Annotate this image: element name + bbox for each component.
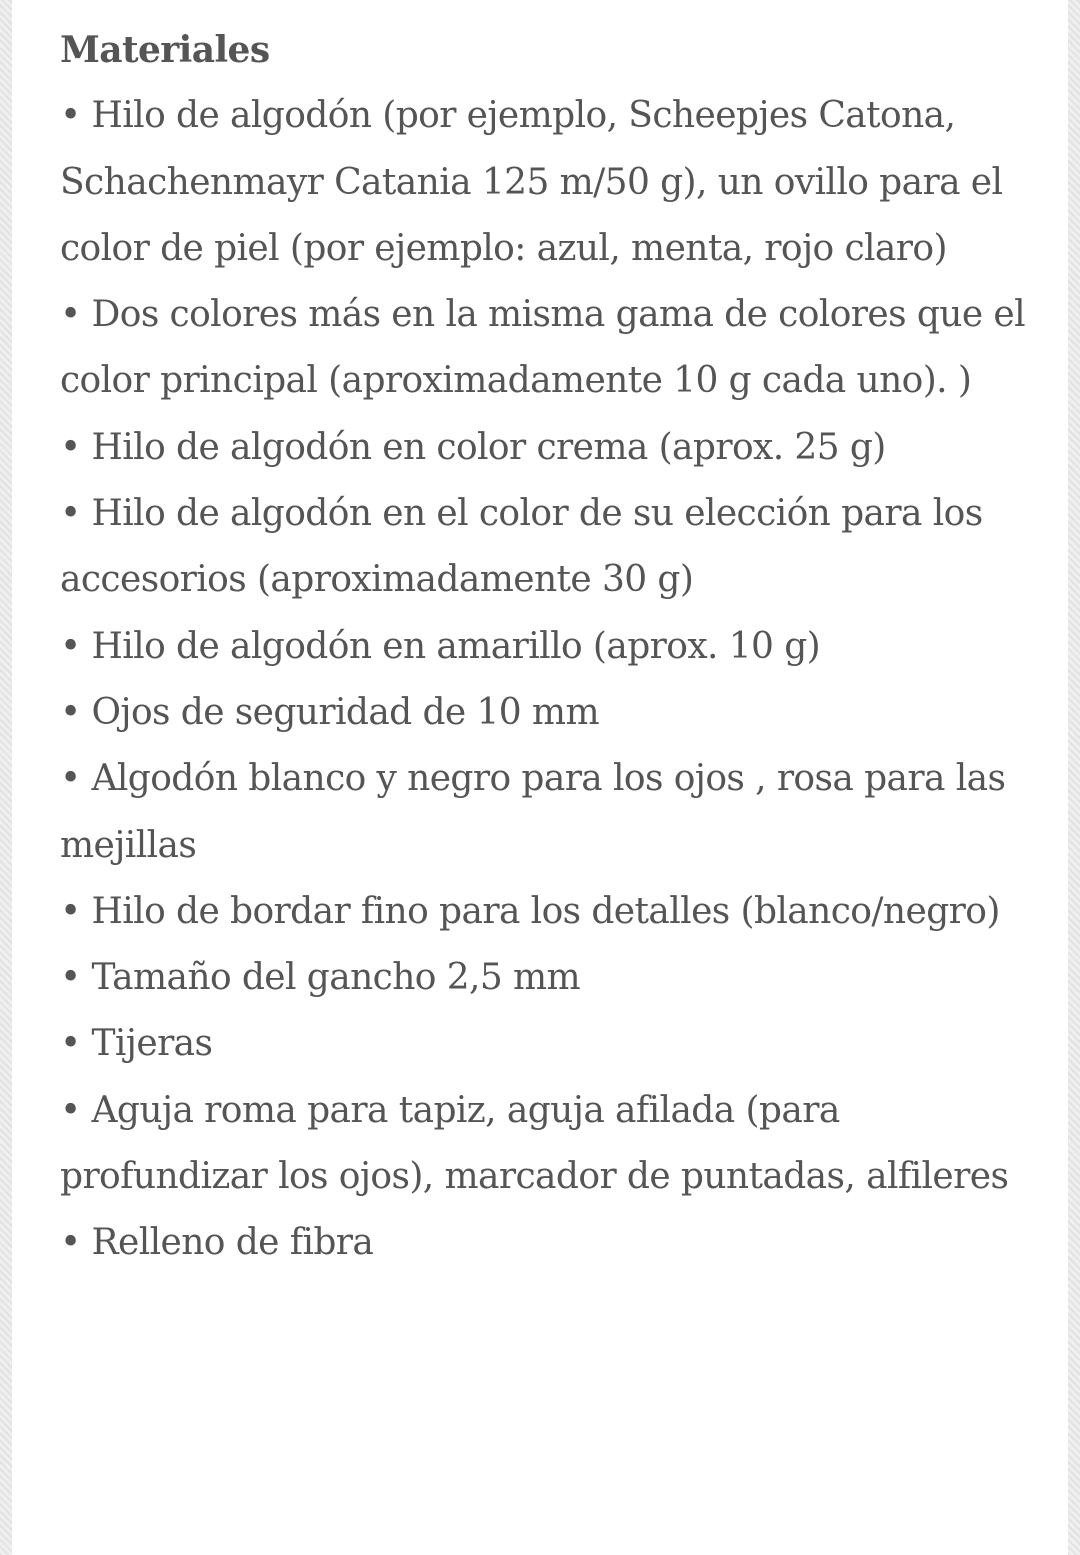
materials-list (60, 83, 1038, 1276)
list-item: • Tijeras (60, 1023, 213, 1065)
list-item: • Tamaño del gancho 2,5 mm (60, 957, 581, 999)
list-item: • Hilo de algodón en amarillo (aprox. 10 g) (60, 625, 821, 667)
list-item: • Relleno de fibra (60, 1222, 374, 1264)
page-border-left (0, 0, 12, 1555)
list-item: • Ojos de seguridad de 10 mm (60, 691, 599, 733)
list-item: • Algodón blanco y negro para los ojos , rosa para las mejillas (60, 758, 1006, 866)
list-item: • Hilo de algodón en color crema (aprox. 25 g) (60, 426, 886, 468)
list-item: • Hilo de algodón (por ejemplo, Scheepjes Catona, Schachenmayr Catania 125 m/50 g), un ovillo para el color de piel (por ejemplo: azul, menta, rojo claro) (60, 95, 1003, 269)
list-item: • Aguja roma para tapiz, aguja afilada (para profundizar los ojos), marcador de puntadas, alfileres (60, 1089, 1009, 1198)
article-card (12, 0, 1068, 1555)
materials-section (60, 17, 1038, 1277)
list-item: • Hilo de algodón en el color de su elección para los accesorios (aproximadamente 30 g) (60, 493, 983, 601)
page-border-right (1068, 0, 1080, 1555)
section-heading: Materiales (60, 29, 270, 71)
list-item: • Hilo de bordar fino para los detalles (blanco/negro) (60, 890, 1000, 932)
list-item: • Dos colores más en la misma gama de colores que el color principal (aproximadamente 10 g cada uno). ) (60, 294, 1026, 402)
